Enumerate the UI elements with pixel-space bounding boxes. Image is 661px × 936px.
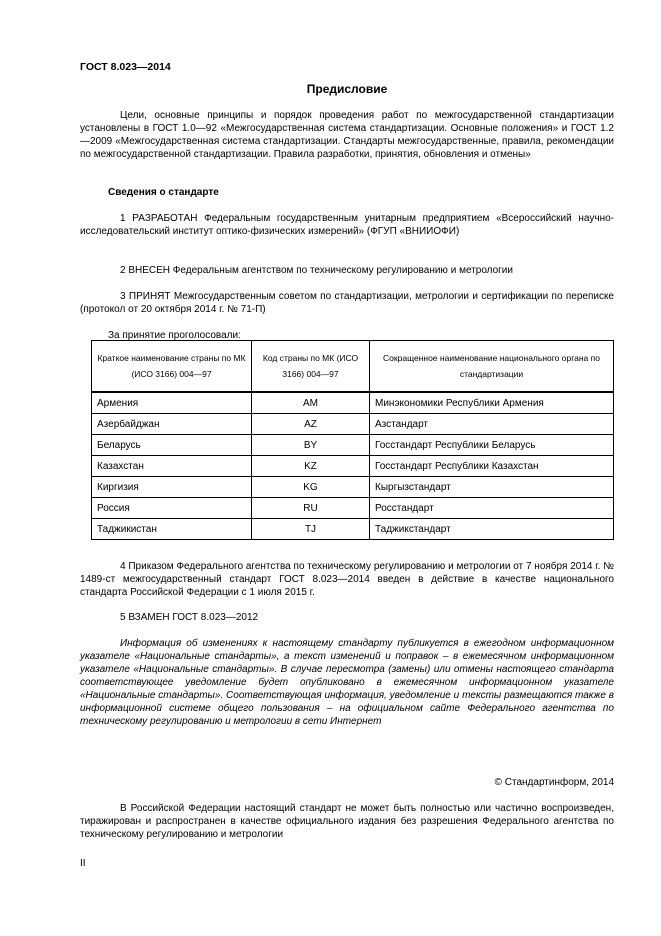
item-enacted: 4 Приказом Федерального агентства по техническому регулированию и метрологии от 7 ноября 2014 г. № 1489-ст межгосударственный стандарт ГОСТ 8.023—2014 введен в действие в качестве национального стандарта Российской Федерации с 1 июля 2015 г. (80, 561, 614, 598)
table-row (92, 392, 614, 414)
column-header-code: Код страны по МК (ИСО 3166) 004—97 (252, 341, 370, 393)
cell-code: TJ (252, 519, 370, 540)
cell-country: Казахстан (92, 456, 252, 477)
table-row (92, 414, 614, 435)
page-number: II (80, 858, 86, 869)
cell-body: Госстандарт Республики Беларусь (370, 435, 614, 456)
table-row (92, 456, 614, 477)
page-title: Предисловие (306, 82, 388, 96)
cell-body: Минэкономики Республики Армения (370, 392, 614, 414)
cell-code: RU (252, 498, 370, 519)
cell-body: Кыргызстандарт (370, 477, 614, 498)
column-header-body: Сокращенное наименование национального органа по стандартизации (370, 341, 614, 393)
table-row (92, 498, 614, 519)
cell-body: Госстандарт Республики Казахстан (370, 456, 614, 477)
table-row (92, 519, 614, 540)
cell-country: Таджикистан (92, 519, 252, 540)
cell-country: Беларусь (92, 435, 252, 456)
voting-table (91, 340, 614, 540)
rights-notice: В Российской Федерации настоящий стандарт не может быть полностью или частично воспроизведен, тиражирован и распространен в качестве официального издания без разрешения Федерального агентства по техническому регулированию и метрологии (80, 803, 614, 840)
table-header-row (92, 341, 614, 393)
cell-code: BY (252, 435, 370, 456)
cell-country: Россия (92, 498, 252, 519)
cell-country: Киргизия (92, 477, 252, 498)
copyright-line: © Стандартинформ, 2014 (494, 777, 614, 788)
cell-country: Армения (92, 392, 252, 414)
cell-code: AM (252, 392, 370, 414)
table-row (92, 435, 614, 456)
changes-notice: Информация об изменениях к настоящему стандарту публикуется в ежегодном информационном указателе «Национальные стандарты», а текст изменений и поправок – в ежемесячном информационном указателе «Национальные стандарты». В случае пересмотра (замены) или отмены настоящего стандарта соответствующее уведомление будет опубликовано в ежемесячном информационном указателе «Национальные стандарты». Соответствующая информация, уведомление и тексты размещаются также в информационной системе общего пользования – на официальном сайте Федерального агентства по техническому регулированию и метрологии в сети Интернет (80, 638, 614, 727)
item-replaces: 5 ВЗАМЕН ГОСТ 8.023—2012 (120, 612, 259, 623)
intro-paragraph: Цели, основные принципы и порядок проведения работ по межгосударственной стандартизации установлены в ГОСТ 1.0—92 «Межгосударственная система стандартизации. Основные положения» и ГОСТ 1.2—2009 «Межгосударственная система стандартизации. Стандарты межгосударственные, правила, рекомендации по межгосударственной стандартизации. Правила разработки, принятия, обновления и отмены» (80, 110, 614, 160)
cell-body: Росстандарт (370, 498, 614, 519)
item-introduced: 2 ВНЕСЕН Федеральным агентством по техническому регулированию и метрологии (120, 265, 513, 276)
cell-body: Азстандарт (370, 414, 614, 435)
vote-caption: За принятие проголосовали: (108, 330, 241, 341)
cell-code: KG (252, 477, 370, 498)
column-header-country: Краткое наименование страны по МК (ИСО 3166) 004—97 (92, 341, 252, 393)
table-row (92, 477, 614, 498)
cell-body: Таджикстандарт (370, 519, 614, 540)
info-heading: Сведения о стандарте (108, 187, 219, 198)
cell-country: Азербайджан (92, 414, 252, 435)
cell-code: AZ (252, 414, 370, 435)
item-developed: 1 РАЗРАБОТАН Федеральным государственным унитарным предприятием «Всероссийский научно-исследовательский институт оптико-физических измерений» (ФГУП «ВНИИОФИ) (80, 213, 614, 237)
item-adopted: 3 ПРИНЯТ Межгосударственным советом по стандартизации, метрологии и сертификации по переписке (протокол от 20 октября 2014 г. № 71-П) (80, 291, 614, 315)
cell-code: KZ (252, 456, 370, 477)
document-header: ГОСТ 8.023—2014 (80, 61, 171, 73)
